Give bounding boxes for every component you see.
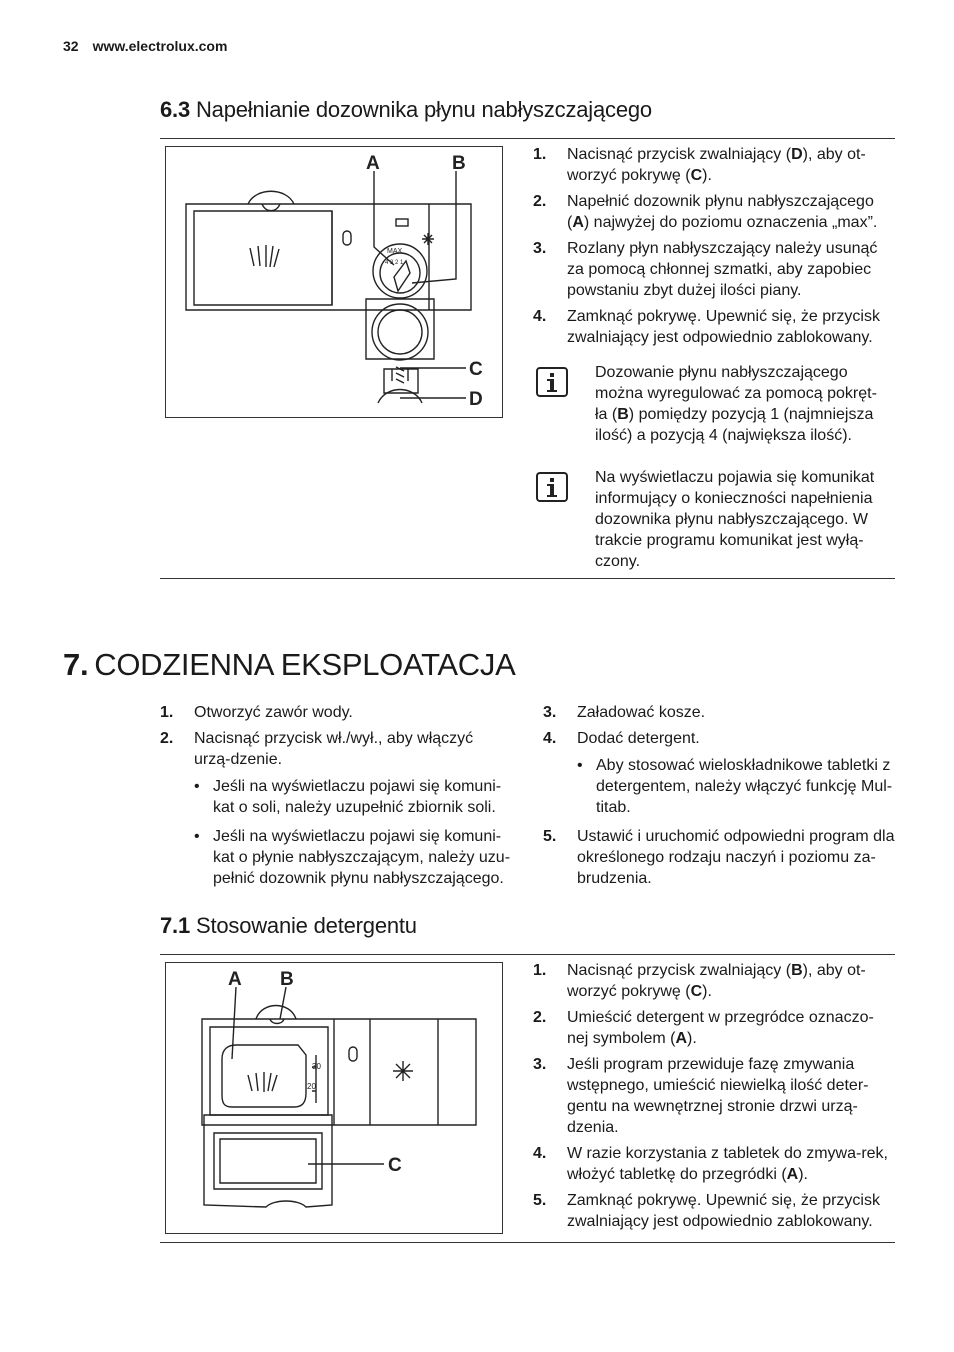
- list-item: 3. Rozlany płyn nabłyszczający należy usunąć za pomocą chłonnej szmatki, aby zapobiec powstaniu zbyt dużej ilości piany.: [533, 240, 878, 299]
- website-url: www.electrolux.com: [92, 38, 228, 54]
- info-icon: [536, 472, 568, 502]
- note-text: Na wyświetlaczu pojawia się komunikat informujący o konieczności napełnienia dozownika płynu nabłyszczającego. W trakcie programu komunikat jest wyłą-czony.: [595, 469, 875, 570]
- list-item: 2. Umieścić detergent w przegródce oznaczo-nej symbolem (A).: [533, 1009, 874, 1047]
- page-header: [63, 38, 227, 54]
- note-text: Dozowanie płynu nabłyszczającego można wyregulować za pomocą pokręt-ła (B) pomiędzy pozycją 1 (najmniejsza ilość) a pozycją 4 (największa ilość).: [595, 364, 877, 444]
- section-title-text: Stosowanie detergentu: [195, 913, 417, 938]
- section-title-7-1: [160, 913, 417, 939]
- bullet-list: [577, 755, 895, 818]
- bullet-list: [194, 776, 512, 889]
- bullet-item: • Aby stosować wieloskładnikowe tabletki z detergentem, należy włączyć funkcję Mul-titab.: [577, 755, 895, 818]
- list-item: 2. Napełnić dozownik płynu nabłyszczającego (A) najwyżej do poziomu oznaczenia „max”.: [533, 193, 878, 231]
- figure-label-a: A: [366, 153, 380, 174]
- dispenser-illustration: [166, 147, 502, 417]
- dial-max-text: MAX: [387, 248, 403, 255]
- figure-label-d: D: [469, 389, 483, 410]
- figure-label-b: B: [452, 153, 466, 174]
- section-divider: [160, 138, 895, 139]
- list-item: 2. Nacisnąć przycisk wł./wył., aby włączyć urzą-dzenie. • Jeśli na wyświetlaczu pojawi się komuni-kat o soli, należy uzupełnić zbiornik soli. • Jeśli na wyświetlaczu pojawi się komuni-kat o płynie nabłyszczającym, należy uzu-pełnić dozownik płynu nabłyszczającego.: [160, 728, 512, 889]
- rinse-aid-steps: [533, 144, 888, 353]
- chapter-title: [63, 647, 515, 683]
- list-item: 1. Nacisnąć przycisk zwalniający (D), aby ot-worzyć pokrywę (C).: [533, 146, 866, 184]
- daily-use-steps-right: [543, 702, 895, 894]
- bullet-item: • Jeśli na wyświetlaczu pojawi się komuni-kat o soli, należy uzupełnić zbiornik soli.: [194, 776, 512, 818]
- section-number: 6.3: [160, 97, 190, 122]
- chapter-number: 7.: [63, 647, 89, 682]
- figure-label-c: C: [469, 359, 483, 380]
- info-note: [533, 362, 893, 452]
- section-number: 7.1: [160, 913, 190, 938]
- list-item: 4. W razie korzystania z tabletek do zmywa-rek, włożyć tabletkę do przegródki (A).: [533, 1145, 888, 1183]
- scale-label-bottom: 20: [307, 1082, 316, 1091]
- section-divider: [160, 578, 895, 579]
- list-item: 5. Ustawić i uruchomić odpowiedni program dla określonego rodzaju naczyń i poziomu za-brudzenia.: [543, 828, 895, 887]
- list-item: 3. Załadować kosze.: [543, 704, 706, 721]
- page-number: 32: [63, 38, 79, 54]
- chapter-title-text: CODZIENNA EKSPLOATACJA: [94, 647, 516, 682]
- section-title-text: Napełnianie dozownika płynu nabłyszczającego: [195, 97, 652, 122]
- rinse-aid-dispenser-figure: [165, 146, 503, 418]
- section-divider: [160, 1242, 895, 1243]
- list-item: 5. Zamknąć pokrywę. Upewnić się, że przycisk zwalniający jest odpowiednio zablokowany.: [533, 1192, 880, 1230]
- detergent-dispenser-figure: [165, 962, 503, 1234]
- list-item: 1. Otworzyć zawór wody.: [160, 704, 353, 721]
- section-divider: [160, 954, 895, 955]
- figure-label-a: A: [228, 969, 242, 990]
- scale-label-top: 30: [312, 1062, 321, 1071]
- section-title-6-3: [160, 97, 652, 123]
- list-item: 4. Zamknąć pokrywę. Upewnić się, że przycisk zwalniający jest odpowiednio zablokowany.: [533, 308, 880, 346]
- dial-numbers: 4 3 2 1: [385, 260, 404, 266]
- figure-label-c: C: [388, 1155, 402, 1176]
- list-item: 3. Jeśli program przewiduje fazę zmywania wstępnego, umieścić niewielką ilość deter-gentu na wewnętrznej stronie drzwi urzą-dzenia.: [533, 1056, 869, 1136]
- list-item: 4. Dodać detergent. • Aby stosować wieloskładnikowe tabletki z detergentem, należy włączyć funkcję Mul-titab.: [543, 728, 895, 818]
- bullet-item: • Jeśli na wyświetlaczu pojawi się komuni-kat o płynie nabłyszczającym, należy uzu-pełnić dozownik płynu nabłyszczającego.: [194, 826, 512, 889]
- info-note: [533, 467, 893, 577]
- figure-label-b: B: [280, 969, 294, 990]
- info-icon: [536, 367, 568, 397]
- detergent-illustration: [166, 963, 502, 1233]
- detergent-steps: [533, 960, 888, 1237]
- daily-use-steps-left: [160, 702, 512, 897]
- list-item: 1. Nacisnąć przycisk zwalniający (B), aby ot-worzyć pokrywę (C).: [533, 962, 866, 1000]
